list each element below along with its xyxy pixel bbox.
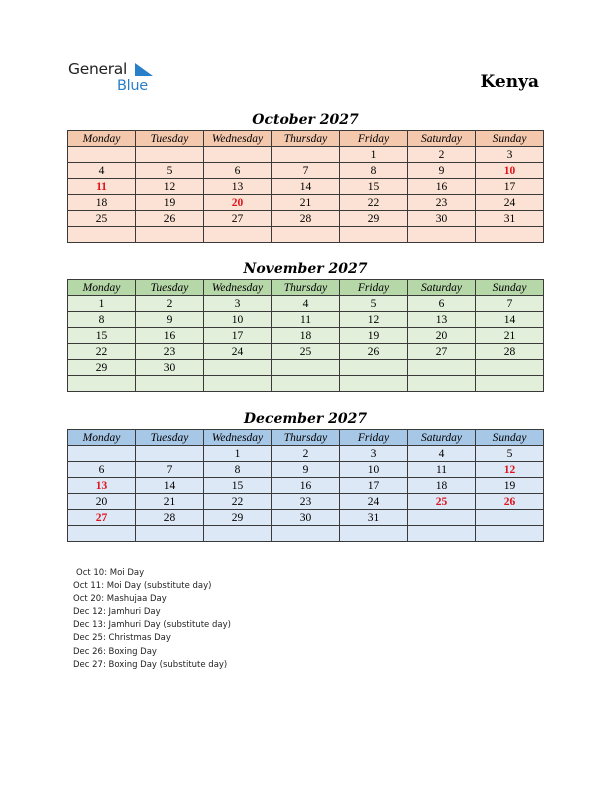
month-title: October 2027 <box>252 112 359 128</box>
day-cell: 24 <box>204 344 272 360</box>
day-cell: 18 <box>68 195 136 211</box>
empty-day-cell <box>204 376 272 392</box>
holiday-item: Oct 10: Moi Day <box>76 568 145 578</box>
day-cell: 20 <box>408 328 476 344</box>
week-row <box>68 344 544 360</box>
weekday-header: Monday <box>68 131 136 147</box>
week-row <box>68 163 544 179</box>
weekday-header-row <box>68 131 544 147</box>
day-cell: 29 <box>204 510 272 526</box>
day-cell: 11 <box>272 312 340 328</box>
day-cell: 25 <box>272 344 340 360</box>
day-cell: 14 <box>272 179 340 195</box>
day-cell: 13 <box>408 312 476 328</box>
week-row <box>68 376 544 392</box>
day-cell: 13 <box>68 478 136 494</box>
week-row <box>68 526 544 542</box>
day-cell: 20 <box>68 494 136 510</box>
weekday-header: Friday <box>340 131 408 147</box>
logo-text-general: General <box>68 60 127 78</box>
day-cell: 16 <box>272 478 340 494</box>
day-cell: 18 <box>272 328 340 344</box>
logo-text-blue: Blue <box>117 78 148 94</box>
empty-day-cell <box>136 376 204 392</box>
empty-day-cell <box>136 147 204 163</box>
weekday-header: Wednesday <box>204 430 272 446</box>
weekday-header: Saturday <box>408 280 476 296</box>
day-cell: 30 <box>272 510 340 526</box>
day-cell: 1 <box>204 446 272 462</box>
calendar-table <box>67 429 544 542</box>
day-cell: 23 <box>136 344 204 360</box>
holiday-item: Dec 27: Boxing Day (substitute day) <box>73 659 228 670</box>
day-cell: 14 <box>136 478 204 494</box>
week-row <box>68 312 544 328</box>
day-cell: 28 <box>136 510 204 526</box>
empty-day-cell <box>408 227 476 243</box>
day-cell: 6 <box>204 163 272 179</box>
week-row <box>68 195 544 211</box>
day-cell: 27 <box>408 344 476 360</box>
calendar-body <box>68 147 544 243</box>
day-cell: 9 <box>136 312 204 328</box>
weekday-header-row <box>68 280 544 296</box>
day-cell: 17 <box>476 179 544 195</box>
day-cell: 13 <box>204 179 272 195</box>
day-cell: 15 <box>204 478 272 494</box>
holiday-item: Dec 25: Christmas Day <box>73 633 171 644</box>
calendar-table <box>67 279 544 392</box>
day-cell: 10 <box>476 163 544 179</box>
empty-day-cell <box>340 227 408 243</box>
weekday-header: Thursday <box>272 131 340 147</box>
week-row <box>68 211 544 227</box>
empty-day-cell <box>68 526 136 542</box>
day-cell: 9 <box>272 462 340 478</box>
month-november <box>67 260 544 392</box>
day-cell: 21 <box>136 494 204 510</box>
day-cell: 2 <box>408 147 476 163</box>
day-cell: 21 <box>476 328 544 344</box>
weekday-header: Saturday <box>408 131 476 147</box>
week-row <box>68 494 544 510</box>
empty-day-cell <box>204 360 272 376</box>
empty-day-cell <box>476 227 544 243</box>
weekday-header: Thursday <box>272 280 340 296</box>
day-cell: 24 <box>340 494 408 510</box>
day-cell: 8 <box>204 462 272 478</box>
day-cell: 7 <box>272 163 340 179</box>
day-cell: 16 <box>408 179 476 195</box>
empty-day-cell <box>272 376 340 392</box>
month-december <box>67 410 544 542</box>
day-cell: 29 <box>68 360 136 376</box>
day-cell: 30 <box>408 211 476 227</box>
day-cell: 2 <box>272 446 340 462</box>
day-cell: 8 <box>68 312 136 328</box>
weekday-header: Tuesday <box>136 280 204 296</box>
day-cell: 27 <box>204 211 272 227</box>
logo <box>68 60 168 96</box>
empty-day-cell <box>272 526 340 542</box>
day-cell: 4 <box>68 163 136 179</box>
day-cell: 17 <box>340 478 408 494</box>
empty-day-cell <box>68 376 136 392</box>
empty-day-cell <box>476 360 544 376</box>
weekday-header: Friday <box>340 280 408 296</box>
day-cell: 23 <box>272 494 340 510</box>
day-cell: 3 <box>204 296 272 312</box>
month-title: December 2027 <box>243 411 368 427</box>
weekday-header: Tuesday <box>136 131 204 147</box>
empty-day-cell <box>408 510 476 526</box>
weekday-header: Wednesday <box>204 280 272 296</box>
day-cell: 20 <box>204 195 272 211</box>
week-row <box>68 328 544 344</box>
day-cell: 9 <box>408 163 476 179</box>
day-cell: 31 <box>340 510 408 526</box>
day-cell: 12 <box>476 462 544 478</box>
day-cell: 26 <box>340 344 408 360</box>
day-cell: 14 <box>476 312 544 328</box>
country-title: Kenya <box>480 72 539 92</box>
day-cell: 17 <box>204 328 272 344</box>
day-cell: 6 <box>68 462 136 478</box>
empty-day-cell <box>204 526 272 542</box>
day-cell: 22 <box>340 195 408 211</box>
day-cell: 30 <box>136 360 204 376</box>
day-cell: 7 <box>136 462 204 478</box>
holiday-item: Oct 11: Moi Day (substitute day) <box>73 581 212 592</box>
day-cell: 24 <box>476 195 544 211</box>
day-cell: 22 <box>68 344 136 360</box>
empty-day-cell <box>408 376 476 392</box>
day-cell: 22 <box>204 494 272 510</box>
day-cell: 27 <box>68 510 136 526</box>
day-cell: 10 <box>204 312 272 328</box>
day-cell: 10 <box>340 462 408 478</box>
weekday-header: Saturday <box>408 430 476 446</box>
day-cell: 16 <box>136 328 204 344</box>
day-cell: 2 <box>136 296 204 312</box>
empty-day-cell <box>204 147 272 163</box>
day-cell: 12 <box>340 312 408 328</box>
weekday-header: Thursday <box>272 430 340 446</box>
holiday-item: Dec 13: Jamhuri Day (substitute day) <box>73 620 231 631</box>
week-row <box>68 360 544 376</box>
holiday-item: Oct 20: Mashujaa Day <box>73 594 167 605</box>
calendar-table <box>67 130 544 243</box>
empty-day-cell <box>476 526 544 542</box>
day-cell: 29 <box>340 211 408 227</box>
day-cell: 26 <box>476 494 544 510</box>
empty-day-cell <box>272 227 340 243</box>
calendar-body <box>68 296 544 392</box>
month-october <box>67 111 544 243</box>
day-cell: 3 <box>476 147 544 163</box>
weekday-header: Sunday <box>476 131 544 147</box>
day-cell: 11 <box>68 179 136 195</box>
weekday-header: Wednesday <box>204 131 272 147</box>
empty-day-cell <box>340 360 408 376</box>
week-row <box>68 147 544 163</box>
week-row <box>68 478 544 494</box>
day-cell: 18 <box>408 478 476 494</box>
day-cell: 8 <box>340 163 408 179</box>
day-cell: 15 <box>68 328 136 344</box>
empty-day-cell <box>272 360 340 376</box>
day-cell: 1 <box>340 147 408 163</box>
empty-day-cell <box>68 227 136 243</box>
day-cell: 31 <box>476 211 544 227</box>
day-cell: 4 <box>408 446 476 462</box>
weekday-header: Friday <box>340 430 408 446</box>
holiday-item: Dec 12: Jamhuri Day <box>73 607 161 618</box>
day-cell: 23 <box>408 195 476 211</box>
weekday-header: Monday <box>68 430 136 446</box>
empty-day-cell <box>136 526 204 542</box>
empty-day-cell <box>476 376 544 392</box>
day-cell: 28 <box>272 211 340 227</box>
day-cell: 7 <box>476 296 544 312</box>
empty-day-cell <box>204 227 272 243</box>
month-title: November 2027 <box>243 261 368 277</box>
day-cell: 5 <box>136 163 204 179</box>
week-row <box>68 296 544 312</box>
empty-day-cell <box>136 227 204 243</box>
empty-day-cell <box>68 446 136 462</box>
empty-day-cell <box>340 526 408 542</box>
empty-day-cell <box>408 526 476 542</box>
calendar-body <box>68 446 544 542</box>
day-cell: 12 <box>136 179 204 195</box>
week-row <box>68 510 544 526</box>
day-cell: 6 <box>408 296 476 312</box>
empty-day-cell <box>476 510 544 526</box>
weekday-header: Sunday <box>476 430 544 446</box>
week-row <box>68 227 544 243</box>
week-row <box>68 179 544 195</box>
weekday-header-row <box>68 430 544 446</box>
week-row <box>68 462 544 478</box>
day-cell: 25 <box>408 494 476 510</box>
empty-day-cell <box>136 446 204 462</box>
day-cell: 5 <box>340 296 408 312</box>
day-cell: 1 <box>68 296 136 312</box>
day-cell: 19 <box>476 478 544 494</box>
day-cell: 21 <box>272 195 340 211</box>
day-cell: 15 <box>340 179 408 195</box>
holiday-item: Dec 26: Boxing Day <box>73 646 157 657</box>
week-row <box>68 446 544 462</box>
empty-day-cell <box>408 360 476 376</box>
empty-day-cell <box>272 147 340 163</box>
weekday-header: Monday <box>68 280 136 296</box>
day-cell: 19 <box>340 328 408 344</box>
day-cell: 25 <box>68 211 136 227</box>
empty-day-cell <box>68 147 136 163</box>
day-cell: 26 <box>136 211 204 227</box>
day-cell: 5 <box>476 446 544 462</box>
weekday-header: Sunday <box>476 280 544 296</box>
weekday-header: Tuesday <box>136 430 204 446</box>
day-cell: 11 <box>408 462 476 478</box>
day-cell: 19 <box>136 195 204 211</box>
day-cell: 28 <box>476 344 544 360</box>
day-cell: 3 <box>340 446 408 462</box>
empty-day-cell <box>340 376 408 392</box>
holiday-list <box>73 567 231 672</box>
logo-triangle-icon <box>134 63 154 77</box>
day-cell: 4 <box>272 296 340 312</box>
